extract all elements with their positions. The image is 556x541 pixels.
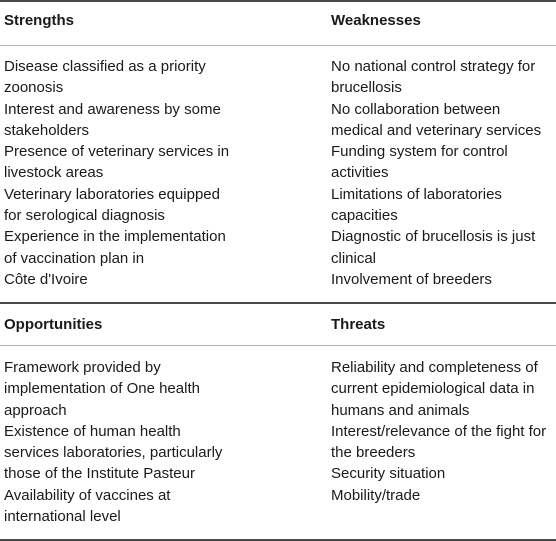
weaknesses-line: No national control strategy for xyxy=(331,58,536,75)
weaknesses-line: Involvement of breeders xyxy=(331,270,492,288)
threats-line: humans and animals xyxy=(331,401,470,419)
opportunities-line: Framework provided by xyxy=(4,359,161,376)
strengths-line: for serological diagnosis xyxy=(4,207,165,225)
strengths-line: Disease classified as a priority xyxy=(4,58,206,75)
subheader-divider-rule xyxy=(0,345,556,346)
strengths-line: Presence of veterinary services in xyxy=(4,143,230,161)
opportunities-line: Existence of human health xyxy=(4,422,181,440)
section-divider-rule xyxy=(0,302,556,304)
weaknesses-line: capacities xyxy=(331,207,398,225)
threats-line: the breeders xyxy=(331,444,416,462)
threats-line: current epidemiological data in xyxy=(331,380,535,398)
opportunities-line: services laboratories, particularly xyxy=(4,444,223,462)
weaknesses-line: No collaboration between xyxy=(331,100,501,118)
opportunities-line: those of the Institute Pasteur xyxy=(4,465,195,483)
threats-line: Reliability and completeness of xyxy=(331,359,538,376)
weaknesses-line: Limitations of laboratories xyxy=(331,185,502,203)
weaknesses-heading: Weaknesses xyxy=(331,12,421,29)
strengths-line: zoonosis xyxy=(4,79,64,97)
strengths-heading: Strengths xyxy=(4,12,75,29)
weaknesses-line: Funding system for control xyxy=(331,143,508,161)
table-top-rule xyxy=(0,0,556,2)
threats-line: Security situation xyxy=(331,465,446,483)
threats-heading: Threats xyxy=(331,316,386,333)
weaknesses-line: medical and veterinary services xyxy=(331,121,542,139)
weaknesses-line: brucellosis xyxy=(331,79,402,97)
opportunities-line: approach xyxy=(4,401,67,419)
opportunities-heading: Opportunities xyxy=(4,316,103,333)
strengths-line: Côte d'Ivoire xyxy=(4,270,88,288)
opportunities-line: implementation of One health xyxy=(4,380,200,398)
header-divider-rule xyxy=(0,45,556,46)
threats-line: Interest/relevance of the fight for xyxy=(331,422,547,440)
strengths-line: Experience in the implementation xyxy=(4,228,226,246)
opportunities-line: international level xyxy=(4,508,121,526)
weaknesses-line: Diagnostic of brucellosis is just xyxy=(331,228,536,246)
weaknesses-line: activities xyxy=(331,164,389,182)
threats-line: Mobility/trade xyxy=(331,486,421,504)
strengths-line: Interest and awareness by some xyxy=(4,100,221,118)
opportunities-line: Availability of vaccines at xyxy=(4,486,171,504)
weaknesses-list xyxy=(331,56,553,290)
weaknesses-line: clinical xyxy=(331,249,377,267)
opportunities-list xyxy=(4,357,294,527)
strengths-line: Veterinary laboratories equipped xyxy=(4,185,220,203)
strengths-line: of vaccination plan in xyxy=(4,249,145,267)
strengths-line: stakeholders xyxy=(4,121,90,139)
strengths-list xyxy=(4,56,294,290)
threats-list xyxy=(331,357,553,506)
strengths-line: livestock areas xyxy=(4,164,104,182)
